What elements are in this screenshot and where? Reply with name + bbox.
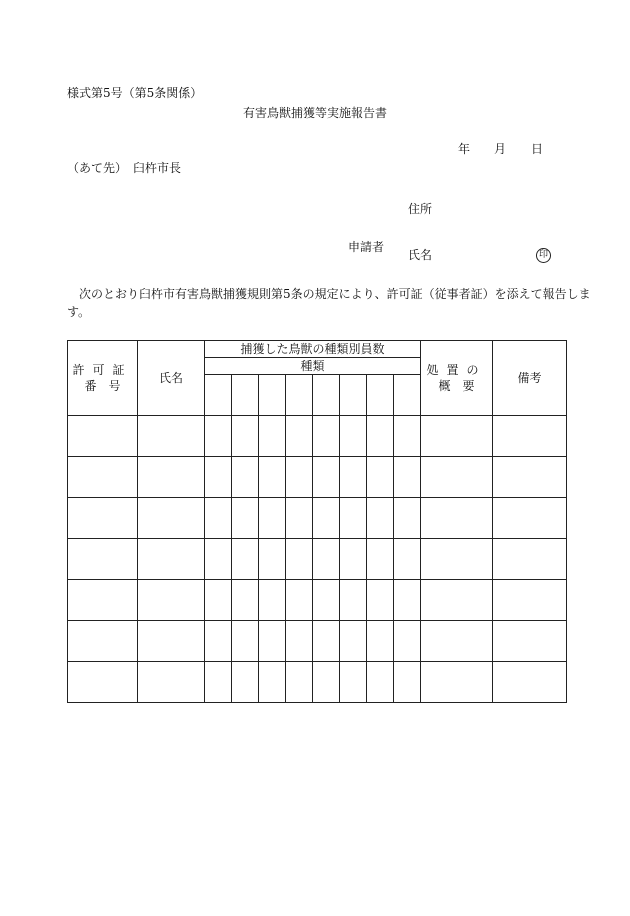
cell[interactable] (259, 416, 286, 457)
cell[interactable] (286, 416, 313, 457)
cell[interactable] (232, 498, 259, 539)
cell[interactable] (394, 539, 421, 580)
date-day: 日 (531, 142, 544, 156)
cell[interactable] (340, 580, 367, 621)
document-title: 有害鳥獣捕獲等実施報告書 (242, 106, 387, 120)
species-cell[interactable] (205, 375, 232, 416)
cell[interactable] (259, 539, 286, 580)
table-row (68, 621, 567, 662)
cell[interactable] (205, 580, 232, 621)
report-table (67, 340, 567, 703)
cell[interactable] (313, 580, 340, 621)
cell[interactable] (421, 416, 493, 457)
cell[interactable] (493, 621, 567, 662)
cell[interactable] (313, 621, 340, 662)
cell[interactable] (313, 416, 340, 457)
cell[interactable] (68, 662, 138, 703)
cell[interactable] (205, 498, 232, 539)
cell[interactable] (367, 498, 394, 539)
cell[interactable] (421, 498, 493, 539)
cell[interactable] (367, 580, 394, 621)
cell[interactable] (286, 580, 313, 621)
cell[interactable] (205, 457, 232, 498)
species-cell[interactable] (313, 375, 340, 416)
cell[interactable] (367, 621, 394, 662)
cell[interactable] (232, 539, 259, 580)
body-text-line1: 次のとおり臼杵市有害鳥獣捕獲規則第5条の規定により、許可証（従事者証）を添えて報告しま (79, 287, 591, 301)
cell[interactable] (367, 416, 394, 457)
cell[interactable] (367, 539, 394, 580)
species-cell[interactable] (259, 375, 286, 416)
cell[interactable] (68, 539, 138, 580)
cell[interactable] (493, 580, 567, 621)
cell[interactable] (493, 539, 567, 580)
seal-mark (536, 246, 551, 263)
table-row (68, 539, 567, 580)
cell[interactable] (232, 580, 259, 621)
form-number: 様式第5号（第5条関係） (67, 86, 203, 100)
species-cell[interactable] (286, 375, 313, 416)
cell[interactable] (259, 457, 286, 498)
cell[interactable] (68, 621, 138, 662)
remarks-header: 備考 (493, 341, 567, 416)
cell[interactable] (394, 498, 421, 539)
table-row (68, 498, 567, 539)
cell[interactable] (394, 457, 421, 498)
cell[interactable] (259, 621, 286, 662)
cell[interactable] (340, 416, 367, 457)
cell[interactable] (259, 580, 286, 621)
cell[interactable] (138, 539, 205, 580)
species-cell[interactable] (394, 375, 421, 416)
cell[interactable] (421, 621, 493, 662)
applicant-label: 申請者 (348, 240, 385, 254)
table-row (68, 416, 567, 457)
cell[interactable] (421, 580, 493, 621)
cell[interactable] (259, 662, 286, 703)
cell[interactable] (138, 498, 205, 539)
seal-icon: 印 (536, 248, 551, 263)
cell[interactable] (68, 457, 138, 498)
cell[interactable] (367, 457, 394, 498)
cell[interactable] (259, 498, 286, 539)
body-text-line2: す。 (67, 305, 91, 319)
table-row (68, 580, 567, 621)
cell[interactable] (232, 416, 259, 457)
disposal-summary-header: 処置の 概 要 (421, 341, 493, 416)
cell[interactable] (205, 416, 232, 457)
addressee: （あて先） 臼杵市長 (67, 161, 182, 175)
cell[interactable] (313, 457, 340, 498)
cell[interactable] (205, 539, 232, 580)
name-header: 氏名 (138, 341, 205, 416)
cell[interactable] (138, 457, 205, 498)
species-cell[interactable] (232, 375, 259, 416)
cell[interactable] (138, 416, 205, 457)
cell[interactable] (138, 662, 205, 703)
cell[interactable] (286, 662, 313, 703)
cell[interactable] (286, 498, 313, 539)
cell[interactable] (232, 457, 259, 498)
species-cell[interactable] (340, 375, 367, 416)
cell[interactable] (138, 621, 205, 662)
cell[interactable] (286, 457, 313, 498)
cell[interactable] (286, 539, 313, 580)
cell[interactable] (232, 662, 259, 703)
cell[interactable] (367, 662, 394, 703)
cell[interactable] (493, 457, 567, 498)
cell[interactable] (68, 416, 138, 457)
cell[interactable] (313, 498, 340, 539)
cell[interactable] (340, 457, 367, 498)
cell[interactable] (340, 662, 367, 703)
table-row (68, 662, 567, 703)
cell[interactable] (68, 580, 138, 621)
cell[interactable] (340, 539, 367, 580)
cell[interactable] (394, 416, 421, 457)
cell[interactable] (493, 498, 567, 539)
cell[interactable] (313, 662, 340, 703)
cell[interactable] (493, 662, 567, 703)
table-row (68, 457, 567, 498)
cell[interactable] (205, 662, 232, 703)
cell[interactable] (340, 621, 367, 662)
species-header: 種類 (205, 358, 421, 375)
date-year: 年 (458, 142, 471, 156)
cell[interactable] (394, 580, 421, 621)
cell[interactable] (205, 621, 232, 662)
species-cell[interactable] (367, 375, 394, 416)
cell[interactable] (421, 457, 493, 498)
cell[interactable] (340, 498, 367, 539)
cell[interactable] (493, 416, 567, 457)
cell[interactable] (421, 662, 493, 703)
address-label: 住所 (408, 202, 433, 216)
cell[interactable] (286, 621, 313, 662)
capture-count-header: 捕獲した鳥獣の種類別員数 (205, 341, 421, 358)
cell[interactable] (394, 621, 421, 662)
cell[interactable] (232, 621, 259, 662)
cell[interactable] (68, 498, 138, 539)
permit-number-header: 許可証 番 号 (68, 341, 138, 416)
name-label: 氏名 (408, 248, 433, 262)
cell[interactable] (138, 580, 205, 621)
cell[interactable] (394, 662, 421, 703)
cell[interactable] (313, 539, 340, 580)
cell[interactable] (421, 539, 493, 580)
date-month: 月 (494, 142, 507, 156)
